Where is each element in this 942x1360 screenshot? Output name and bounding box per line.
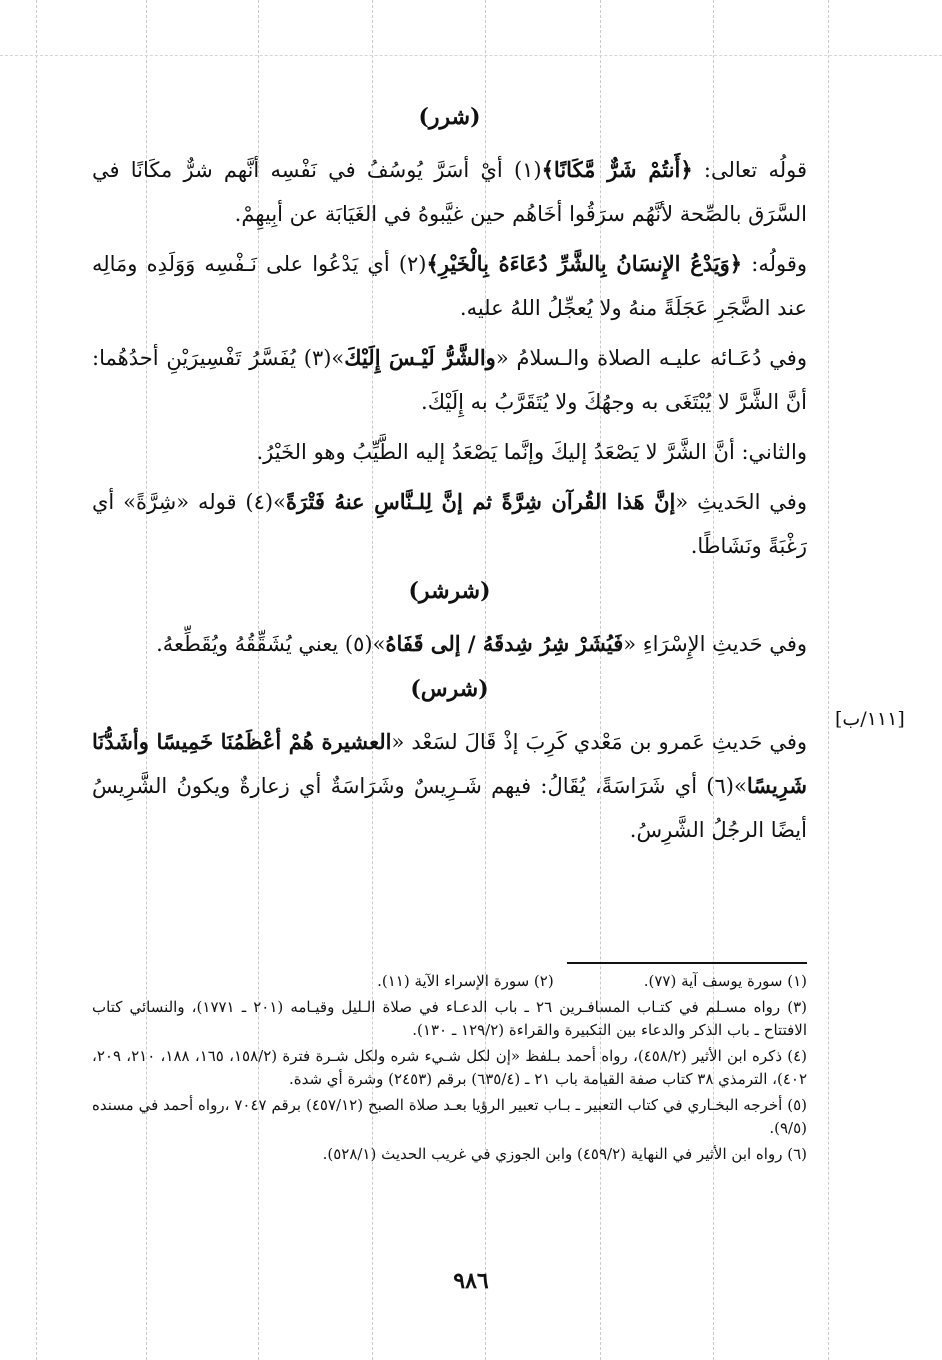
footnote: (٦) رواه ابن الأثير في النهاية (٤٥٩/٢) وابن الجوزي في غريب الحديث (٥٢٨/١). bbox=[322, 1145, 807, 1163]
footnote: (٣) رواه مسـلم في كتـاب المسافـرين ٢٦ ـ باب الدعـاء في صلاة الـليل وقيـامه (٢٠١ ـ ١٧٧١)، والنسائي كتاب الافتتاح ـ باب الذكر والدعاء بين التكبيرة والقراءة (١٢٩/٢ ـ ١٣٠). bbox=[92, 998, 807, 1039]
quoted-text: ﴿أَنتُمْ شَرٌّ مَّكَانًا﴾ bbox=[541, 157, 693, 182]
paragraph bbox=[92, 480, 807, 568]
page-number: ٩٨٦ bbox=[453, 1268, 489, 1294]
paragraph bbox=[92, 148, 807, 236]
quoted-text: ﴿وَيَدْعُ الإِنسَانُ بِالشَّرِّ دُعَاءَهُ بِالْخَيْرِ﴾ bbox=[426, 251, 743, 276]
text: »(٥) يعني يُشَقِّقُهُ ويُقَطِّعهُ. bbox=[156, 632, 386, 656]
page-body bbox=[92, 100, 807, 858]
quoted-text: فَيُشَرْ شِرُ شِدقَهُ / إلى قَفَاهُ bbox=[385, 631, 624, 656]
guide-line bbox=[36, 0, 37, 1360]
text: قولُه تعالى: bbox=[692, 158, 807, 182]
paragraph bbox=[92, 336, 807, 424]
folio-marker: [١١١/ب] bbox=[835, 708, 905, 730]
quoted-text: العشيرة هُمْ أعْظَمُنَا خَمِيسًا وأشَدُّنَا شَرِيسًا bbox=[92, 729, 807, 798]
footnote: (٢) سورة الإسراء الآية (١١). bbox=[377, 972, 554, 990]
text: »(٦) أي شَرَاسَةً، يُقَالُ: فيهم شَـرِيسٌ وشَرَاسَةٌ أي زعارةٌ ويكونُ الشَّرِيسُ أيضًا الرجُلُ الشَّرِسُ. bbox=[92, 774, 807, 842]
paragraph bbox=[92, 622, 807, 666]
text: (١) أيْ أسَرَّ يُوسُفُ في نَفْسِه أنَّهم شرٌّ مكَانًا في السَّرَق بالصِّحة لأنَّهُم سرَقُوا أخَاهُم حين غيَّبوهُ في الغَيَابَة عن أبِيهِمْ. bbox=[92, 158, 807, 226]
entry-heading: (شرشر) bbox=[408, 578, 491, 604]
footnote-rule bbox=[567, 962, 807, 964]
footnote: (٤) ذكره ابن الأثير (٤٥٨/٢)، رواه أحمد بـلفظ «إن لكل شـيء شره ولكل شـرة فترة (١٥٨/٢، ١٦٥، ١٨٨، ٢١٠، ٢٠٩، ٤٠٢)، الترمذي ٣٨ كتاب صفة القيامة باب ٢١ ـ (٦٣٥/٤) برقم (٢٤٥٣) وشرة أي شدة. bbox=[92, 1047, 808, 1088]
paragraph bbox=[92, 430, 807, 474]
text: وفي حَديثِ عَمرو بن مَعْدي كَرِبَ إذْ قَالَ لسَعْد « bbox=[391, 730, 807, 754]
quoted-text: إنَّ هَذا القُرآن شِرَّةً ثم إنَّ لِلـنَّاسِ عنهُ فَتْرَةً bbox=[285, 489, 676, 514]
paragraph bbox=[92, 242, 807, 330]
footnote: (١) سورة يوسف آية (٧٧). bbox=[643, 972, 807, 990]
entry-heading: (شرر) bbox=[418, 104, 481, 130]
text: »(٣) يُفَسَّرُ تَفْسِيرَيْنِ أحدُهُما: أنَّ الشَّرَّ لا يُبْتَغَى به وجهُكَ ولا يُتَقَرَّبُ به إِلَيْكَ. bbox=[92, 346, 807, 414]
footnote: (٥) أخرجه البخـاري في كتاب التعبير ـ بـاب تعبير الرؤيا بعـد صلاة الصبح (٤٥٧/١٢) برقم ٧٠٤٧ ،رواه أحمد في مسنده (٩/٥). bbox=[92, 1096, 807, 1137]
text: وفي دُعَـائه عليـه الصلاة والـسلامُ « bbox=[495, 346, 807, 370]
text: والثاني: أنَّ الشَّرَّ لا يَصْعَدُ إليكَ وإنَّما يَصْعَدُ إليه الطَّيِّبُ وهو الخَيْرُ. bbox=[256, 440, 807, 464]
footnotes bbox=[92, 962, 807, 1169]
footnote-row bbox=[92, 970, 807, 993]
text: (٢) أي يَدْعُوا على نَـفْسِه وَوَلَدِه ومَالِه عند الضَّجَرِ عَجَلَةً منهُ ولا يُعجِّلُ اللهُ عليه. bbox=[92, 252, 807, 320]
text: وفي حَديثِ الإِسْرَاءِ « bbox=[623, 632, 807, 656]
entry-heading: (شرس) bbox=[410, 676, 489, 702]
text: »(٤) قوله «شِرَّةً» أي رَغْبَةً ونَشَاطًا. bbox=[92, 490, 807, 558]
text: وقولُه: bbox=[742, 252, 808, 276]
guide-line bbox=[0, 55, 942, 56]
guide-line bbox=[828, 0, 829, 1360]
quoted-text: والشَّرُّ لَيْـسَ إِلَيْكَ bbox=[344, 345, 496, 370]
text: وفي الحَديثِ « bbox=[675, 490, 807, 514]
paragraph bbox=[92, 720, 807, 852]
